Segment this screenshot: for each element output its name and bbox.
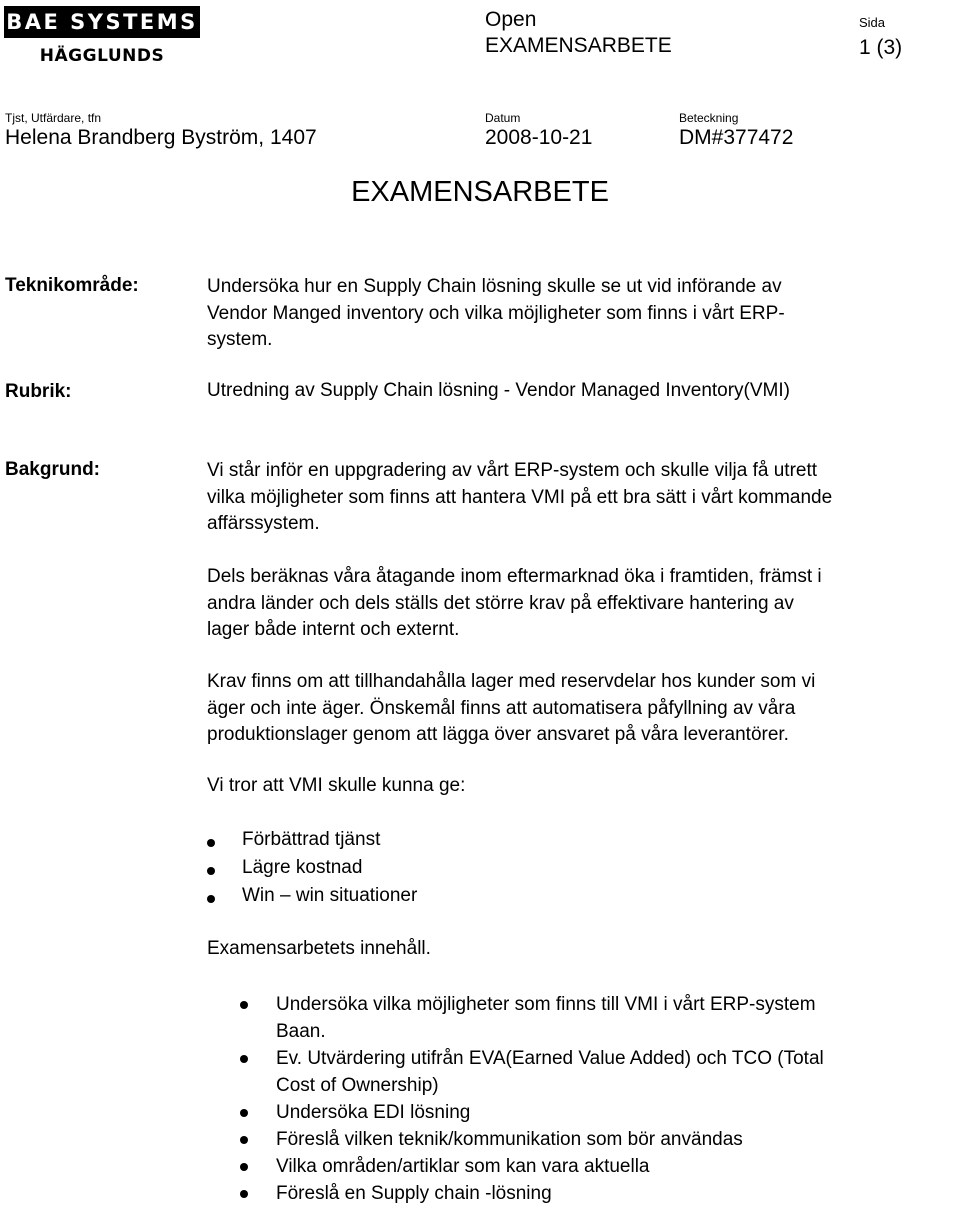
page-title: EXAMENSARBETE <box>351 176 609 208</box>
list-item <box>240 991 824 1045</box>
rubrik-value: Utredning av Supply Chain lösning - Vendor Managed Inventory(VMI) <box>207 380 790 401</box>
text-line: affärssystem. <box>207 513 320 534</box>
list-item-text: Undersöka vilka möjligheter som finns till VMI i vårt ERP-system <box>276 994 816 1015</box>
text-line: Krav finns om att tillhandahålla lager med reservdelar hos kunder som vi <box>207 671 816 692</box>
author-label: Tjst, Utfärdare, tfn <box>5 111 102 125</box>
list-item <box>240 1045 824 1099</box>
list-item-text: Föreslå vilken teknik/kommunikation som bör användas <box>276 1129 743 1150</box>
bullet-icon <box>240 1136 248 1144</box>
author-value: Helena Brandberg Byström, 1407 <box>5 126 317 149</box>
list-item-text: Förbättrad tjänst <box>242 829 381 850</box>
list-item <box>207 857 417 885</box>
list-item <box>240 1153 824 1180</box>
page-number: 1 (3) <box>859 36 903 59</box>
teknik-label: Teknikområde: <box>5 275 139 296</box>
list-item-text: Win – win situationer <box>242 885 418 906</box>
text-line: andra länder och dels ställs det större krav på effektivare hantering av <box>207 592 794 614</box>
bullet-icon <box>240 1109 248 1117</box>
bae-systems-logo: BAE SYSTEMS <box>4 6 200 38</box>
date-label: Datum <box>485 111 521 125</box>
list-item-text: Föreslå en Supply chain -lösning <box>276 1183 552 1204</box>
text-line: äger och inte äger. Önskemål finns att automatisera påfyllning av våra <box>207 697 796 719</box>
bullet-icon <box>207 895 215 903</box>
list-item-text: Vilka områden/artiklar som kan vara aktuella <box>276 1156 650 1177</box>
hagglunds-logo-text: HÄGGLUNDS <box>39 46 165 66</box>
list-item <box>207 885 417 913</box>
text-line: Undersöka hur en Supply Chain lösning skulle se ut vid införande av <box>207 276 782 297</box>
vmi-benefits-list <box>207 829 417 913</box>
page-label: Sida <box>859 15 886 30</box>
bullet-icon <box>240 1190 248 1198</box>
list-item-text: Cost of Ownership) <box>276 1075 439 1096</box>
bakgrund-paragraph-3 <box>207 669 957 749</box>
bakgrund-paragraph-2 <box>207 564 957 644</box>
list-item-text: Baan. <box>276 1021 326 1042</box>
list-item-text: Lägre kostnad <box>242 857 363 878</box>
text-line: system. <box>207 329 273 350</box>
reference-label: Beteckning <box>679 111 739 125</box>
list-item <box>240 1180 824 1207</box>
bakgrund-label: Bakgrund: <box>5 459 100 480</box>
vmi-intro: Vi tror att VMI skulle kunna ge: <box>207 775 466 796</box>
content-list <box>240 991 824 1207</box>
list-item-text: Undersöka EDI lösning <box>276 1102 471 1123</box>
text-line: vilka möjligheter som finns att hantera VMI på ett bra sätt i vårt kommande <box>207 486 833 508</box>
doc-status: Open <box>485 8 537 31</box>
text-line: Vendor Manged inventory och vilka möjligheter som finns i vårt ERP- <box>207 302 785 324</box>
list-item <box>240 1099 824 1126</box>
bullet-icon <box>240 1055 248 1063</box>
rubrik-label: Rubrik: <box>5 381 72 402</box>
content-heading: Examensarbetets innehåll. <box>207 938 431 959</box>
text-line: produktionslager genom att lägga över ansvaret på våra leverantörer. <box>207 724 789 745</box>
bakgrund-paragraph-1 <box>207 458 957 538</box>
list-item <box>240 1126 824 1153</box>
text-line: Vi står inför en uppgradering av vårt ERP-system och skulle vilja få utrett <box>207 460 818 481</box>
bullet-icon <box>240 1163 248 1171</box>
bullet-icon <box>207 867 215 875</box>
list-item <box>207 829 417 857</box>
text-line: lager både internt och externt. <box>207 619 460 640</box>
date-value: 2008-10-21 <box>485 126 593 149</box>
bullet-icon <box>207 839 215 847</box>
doc-type: EXAMENSARBETE <box>485 34 672 57</box>
bullet-icon <box>240 1001 248 1009</box>
teknik-text <box>207 274 957 354</box>
reference-value: DM#377472 <box>679 126 794 149</box>
text-line: Dels beräknas våra åtagande inom eftermarknad öka i framtiden, främst i <box>207 566 822 587</box>
list-item-text: Ev. Utvärdering utifrån EVA(Earned Value Added) och TCO (Total <box>276 1048 824 1069</box>
